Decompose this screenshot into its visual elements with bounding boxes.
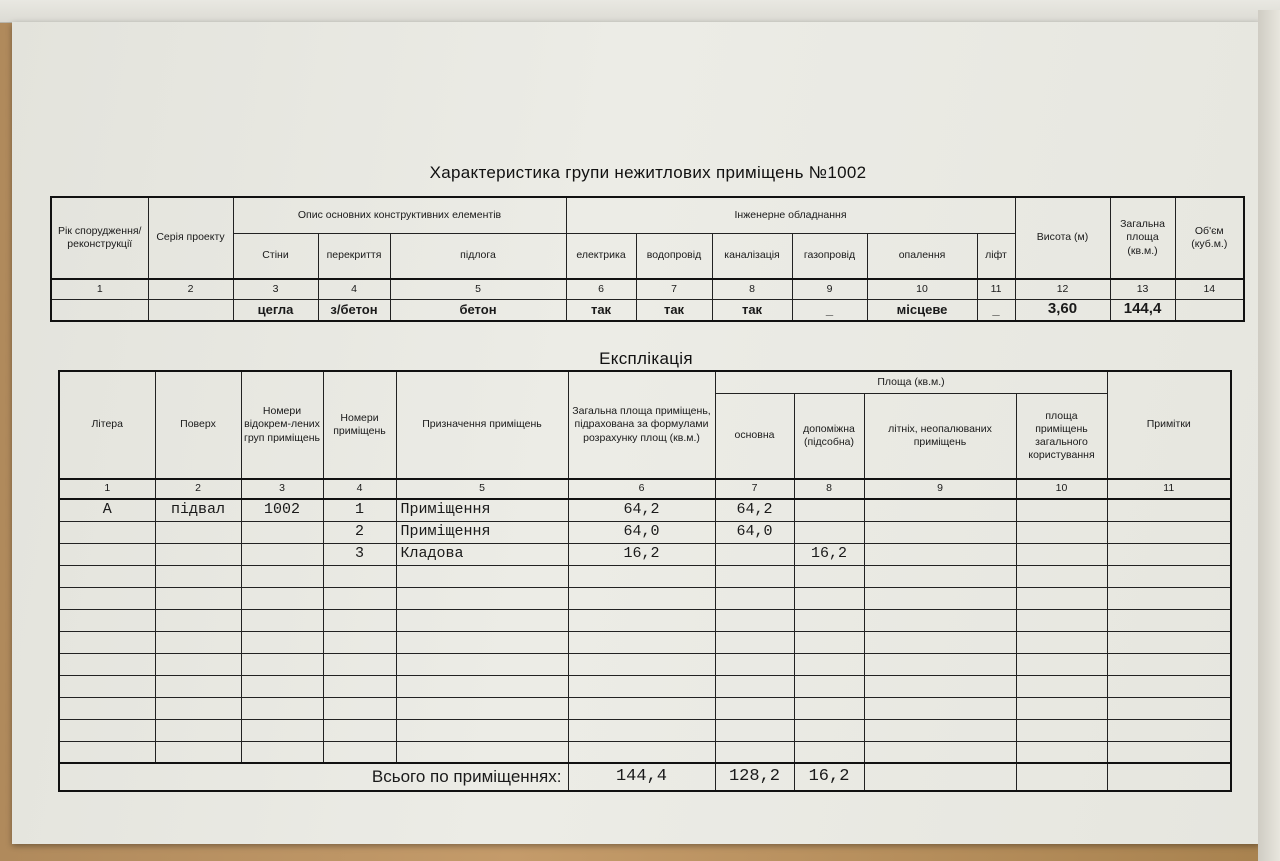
characteristics-title: Характеристика групи нежитлових приміщень №1002 <box>429 163 867 182</box>
header-storey: Поверх <box>155 371 241 479</box>
value-floor: бетон <box>390 299 566 321</box>
value-height: 3,60 <box>1015 299 1110 321</box>
totals-main: 128,2 <box>715 763 794 791</box>
cell-main <box>715 543 794 565</box>
cell-total: 64,2 <box>568 499 715 521</box>
totals-label: Всього по приміщеннях: <box>59 763 568 791</box>
col-number: 11 <box>1107 479 1231 499</box>
cell-group <box>241 543 323 565</box>
cell-storey: підвал <box>155 499 241 521</box>
header-group-numbers: Номери відокрем-лених груп приміщень <box>241 371 323 479</box>
col-number: 12 <box>1015 279 1110 299</box>
empty-row <box>59 565 1231 587</box>
empty-row <box>59 675 1231 697</box>
cell-group: 1002 <box>241 499 323 521</box>
col-number: 6 <box>568 479 715 499</box>
cell-letter <box>59 543 155 565</box>
col-number: 8 <box>712 279 792 299</box>
value-lift: _ <box>977 299 1015 321</box>
col-number: 8 <box>794 479 864 499</box>
col-number: 7 <box>636 279 712 299</box>
top-sheet-edge <box>0 0 1280 23</box>
col-number: 11 <box>977 279 1015 299</box>
totals-aux: 16,2 <box>794 763 864 791</box>
header-main: основна <box>715 393 794 479</box>
empty-row <box>59 587 1231 609</box>
page-stack-edge <box>1258 10 1280 861</box>
value-series <box>148 299 233 321</box>
header-electric: електрика <box>566 233 636 279</box>
col-number: 1 <box>59 479 155 499</box>
col-number: 5 <box>396 479 568 499</box>
cell-common <box>1016 499 1107 521</box>
empty-row <box>59 741 1231 763</box>
value-floors-ceiling: з/бетон <box>318 299 390 321</box>
cell-storey <box>155 543 241 565</box>
header-room-numbers: Номери приміщень <box>323 371 396 479</box>
cell-room: 1 <box>323 499 396 521</box>
col-number: 3 <box>233 279 318 299</box>
empty-row <box>59 609 1231 631</box>
col-number: 4 <box>323 479 396 499</box>
col-number: 10 <box>1016 479 1107 499</box>
header-common: площа приміщень загального користування <box>1016 393 1107 479</box>
cell-total: 64,0 <box>568 521 715 543</box>
header-engineering: Інженерне обладнання <box>566 197 1015 233</box>
cell-common <box>1016 543 1107 565</box>
cell-purpose: Приміщення <box>396 499 568 521</box>
cell-notes <box>1107 543 1231 565</box>
value-sewer: так <box>712 299 792 321</box>
totals-summer <box>864 763 1016 791</box>
empty-row <box>59 631 1231 653</box>
value-year <box>51 299 148 321</box>
value-heating: місцеве <box>867 299 977 321</box>
totals-total: 144,4 <box>568 763 715 791</box>
header-height: Висота (м) <box>1015 197 1110 279</box>
totals-row <box>59 763 1231 791</box>
header-letter: Літера <box>59 371 155 479</box>
col-number: 2 <box>155 479 241 499</box>
value-electric: так <box>566 299 636 321</box>
value-volume <box>1175 299 1244 321</box>
cell-room: 2 <box>323 521 396 543</box>
col-number: 14 <box>1175 279 1244 299</box>
header-gas: газопровід <box>792 233 867 279</box>
header-series: Серія проекту <box>148 197 233 279</box>
col-number: 9 <box>792 279 867 299</box>
cell-aux <box>794 499 864 521</box>
header-notes: Примітки <box>1107 371 1231 479</box>
header-total-area: Загальна площа (кв.м.) <box>1110 197 1175 279</box>
header-floors-ceiling: перекриття <box>318 233 390 279</box>
col-number: 4 <box>318 279 390 299</box>
header-total-area: Загальна площа приміщень, підрахована за формулами розрахунку площ (кв.м.) <box>568 371 715 479</box>
cell-notes <box>1107 499 1231 521</box>
header-summer: літніх, неопалюваних приміщень <box>864 393 1016 479</box>
cell-common <box>1016 521 1107 543</box>
empty-row <box>59 653 1231 675</box>
empty-row <box>59 697 1231 719</box>
header-purpose: Призначення приміщень <box>396 371 568 479</box>
cell-storey <box>155 521 241 543</box>
cell-letter: А <box>59 499 155 521</box>
cell-purpose: Приміщення <box>396 521 568 543</box>
col-number: 7 <box>715 479 794 499</box>
header-sewer: каналізація <box>712 233 792 279</box>
value-walls: цегла <box>233 299 318 321</box>
cell-letter <box>59 521 155 543</box>
cell-aux: 16,2 <box>794 543 864 565</box>
header-floor: підлога <box>390 233 566 279</box>
cell-room: 3 <box>323 543 396 565</box>
cell-group <box>241 521 323 543</box>
totals-notes <box>1107 763 1231 791</box>
col-number: 2 <box>148 279 233 299</box>
explication-table <box>58 370 1232 792</box>
col-number: 1 <box>51 279 148 299</box>
value-total-area: 144,4 <box>1110 299 1175 321</box>
header-heating: опалення <box>867 233 977 279</box>
cell-main: 64,0 <box>715 521 794 543</box>
value-gas: _ <box>792 299 867 321</box>
header-volume: Об'єм (куб.м.) <box>1175 197 1244 279</box>
cell-main: 64,2 <box>715 499 794 521</box>
col-number: 10 <box>867 279 977 299</box>
col-number: 13 <box>1110 279 1175 299</box>
col-number: 9 <box>864 479 1016 499</box>
empty-row <box>59 719 1231 741</box>
header-year: Рік спорудження/ реконструкції <box>51 197 148 279</box>
header-walls: Стіни <box>233 233 318 279</box>
table-row <box>59 543 1231 565</box>
header-water: водопровід <box>636 233 712 279</box>
header-area-group: Площа (кв.м.) <box>715 371 1107 393</box>
header-structural: Опис основних конструктивних елементів <box>233 197 566 233</box>
cell-aux <box>794 521 864 543</box>
col-number: 5 <box>390 279 566 299</box>
cell-total: 16,2 <box>568 543 715 565</box>
characteristics-table <box>50 196 1245 322</box>
explication-title: Експлікація <box>599 349 693 368</box>
header-auxiliary: допоміжна (підсобна) <box>794 393 864 479</box>
totals-common <box>1016 763 1107 791</box>
header-lift: ліфт <box>977 233 1015 279</box>
col-number: 3 <box>241 479 323 499</box>
table-row <box>59 521 1231 543</box>
cell-purpose: Кладова <box>396 543 568 565</box>
col-number: 6 <box>566 279 636 299</box>
cell-summer <box>864 499 1016 521</box>
table-row <box>59 499 1231 521</box>
cell-summer <box>864 543 1016 565</box>
cell-notes <box>1107 521 1231 543</box>
value-water: так <box>636 299 712 321</box>
cell-summer <box>864 521 1016 543</box>
